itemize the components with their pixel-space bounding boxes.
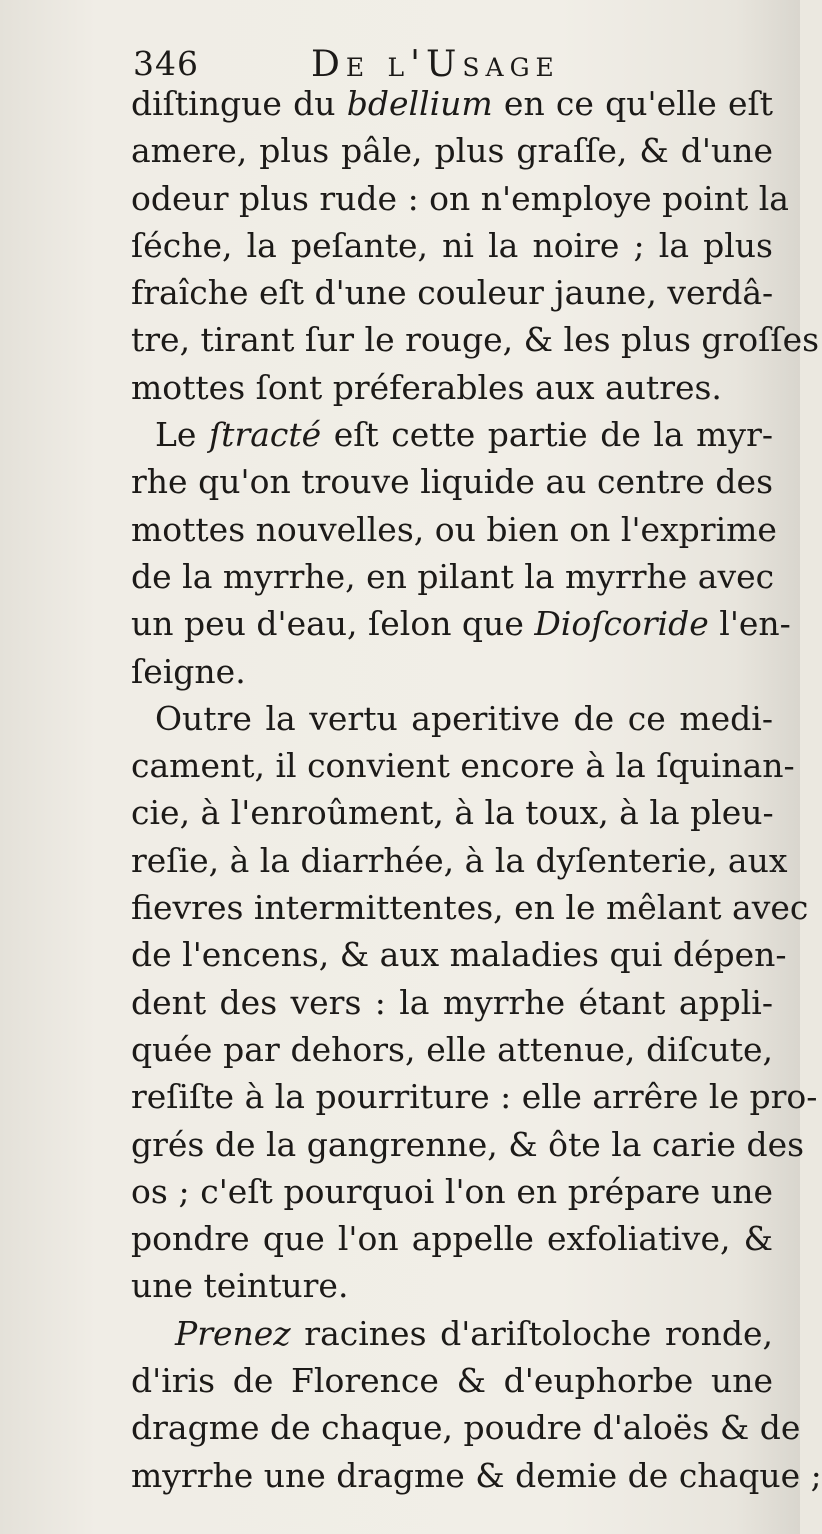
text-segment: de l'encens, & aux maladies qui dépen- — [131, 935, 787, 975]
text-line — [131, 1073, 818, 1120]
text-line — [131, 1262, 773, 1309]
text-segment: en ce qu'elle eſt — [492, 84, 774, 123]
text-segment: cament, il convient encore à la ſquinan- — [131, 746, 795, 786]
italic-term: bdellium — [346, 84, 493, 123]
text-segment: reſie, à la diarrhée, à la dyſenterie, aux — [131, 840, 788, 880]
text-line — [131, 1452, 822, 1499]
text-segment: racines d'ariſtoloche ronde, — [290, 1313, 773, 1353]
text-segment: dragme de chaque, poudre d'aloës & de — [131, 1408, 801, 1448]
text-segment: de la myrrhe, en pilant la myrrhe avec — [131, 556, 775, 596]
text-segment: fievres intermittentes, en le mêlant avec — [131, 888, 809, 928]
text-segment: fraîche eſt d'une couleur jaune, verdâ- — [131, 273, 774, 313]
page-number: 346 — [133, 44, 199, 83]
text-line — [131, 553, 773, 600]
running-title: De l'Usage — [311, 44, 560, 85]
text-line — [131, 789, 773, 836]
text-segment: d'iris de Florence & d'euphorbe une — [131, 1361, 773, 1401]
text-segment: amere, plus pâle, plus graſſe, & d'une — [131, 131, 773, 171]
text-line — [131, 1026, 773, 1073]
text-segment: diſtingue du — [131, 84, 347, 123]
text-segment: os ; c'eſt pourquoi l'on en prépare une — [131, 1171, 773, 1211]
text-line — [131, 175, 789, 222]
text-line — [131, 458, 773, 505]
text-segment: quée par dehors, elle attenue, diſcute, — [131, 1029, 773, 1069]
text-line — [131, 695, 773, 742]
text-segment: une teinture. — [131, 1266, 349, 1306]
text-line — [131, 600, 791, 647]
text-segment: pondre que l'on appelle exfoliative, & — [131, 1219, 773, 1259]
text-line — [131, 1357, 773, 1404]
text-line — [131, 80, 773, 127]
italic-term: ſtracté — [208, 415, 322, 455]
text-line — [131, 931, 787, 978]
text-segment: grés de la gangrenne, & ôte la carie des — [131, 1124, 805, 1164]
text-segment: l'en- — [708, 604, 791, 644]
text-line — [131, 506, 777, 553]
text-segment: myrrhe une dragme & demie de chaque ; — [131, 1455, 822, 1495]
text-line — [131, 1168, 773, 1215]
text-segment: tre, tirant ſur le rouge, & les plus groſſes — [131, 320, 820, 360]
text-line — [131, 884, 809, 931]
text-segment: reſiſte à la pourriture : elle arrêre le pro- — [131, 1077, 818, 1117]
text-line — [131, 316, 820, 363]
text-segment: mottes nouvelles, ou bien on l'exprime — [131, 509, 777, 549]
text-segment: cie, à l'enroûment, à la toux, à la pleu- — [131, 793, 774, 833]
text-line — [131, 979, 773, 1026]
text-segment: Le — [155, 415, 209, 455]
text-segment: ſeigne. — [131, 651, 246, 691]
text-line — [131, 1404, 801, 1451]
text-segment: mottes ſont préferables aux autres. — [131, 367, 722, 407]
text-line — [131, 222, 773, 269]
text-line — [131, 648, 773, 695]
text-line — [131, 1310, 773, 1357]
text-line — [131, 127, 773, 174]
text-line — [131, 364, 773, 411]
italic-term: Prenez — [175, 1313, 291, 1353]
text-segment: eſt cette partie de la myr- — [321, 415, 773, 455]
text-segment: un peu d'eau, ſelon que — [131, 604, 535, 644]
text-segment: ſéche, la peſante, ni la noire ; la plus — [131, 225, 773, 265]
text-line — [131, 1121, 805, 1168]
text-segment: rhe qu'on trouve liquide au centre des — [131, 462, 773, 502]
text-segment: dent des vers : la myrrhe étant appli- — [131, 982, 773, 1022]
text-segment: odeur plus rude : on n'employe point la — [131, 178, 789, 218]
text-line — [131, 411, 773, 458]
text-line — [131, 1215, 773, 1262]
body-text — [131, 80, 822, 1499]
italic-term: Dioſcoride — [534, 604, 709, 644]
text-line — [131, 837, 788, 884]
text-segment: Outre la vertu aperitive de ce medi- — [155, 698, 773, 738]
text-line — [131, 269, 773, 316]
text-line — [131, 742, 795, 789]
